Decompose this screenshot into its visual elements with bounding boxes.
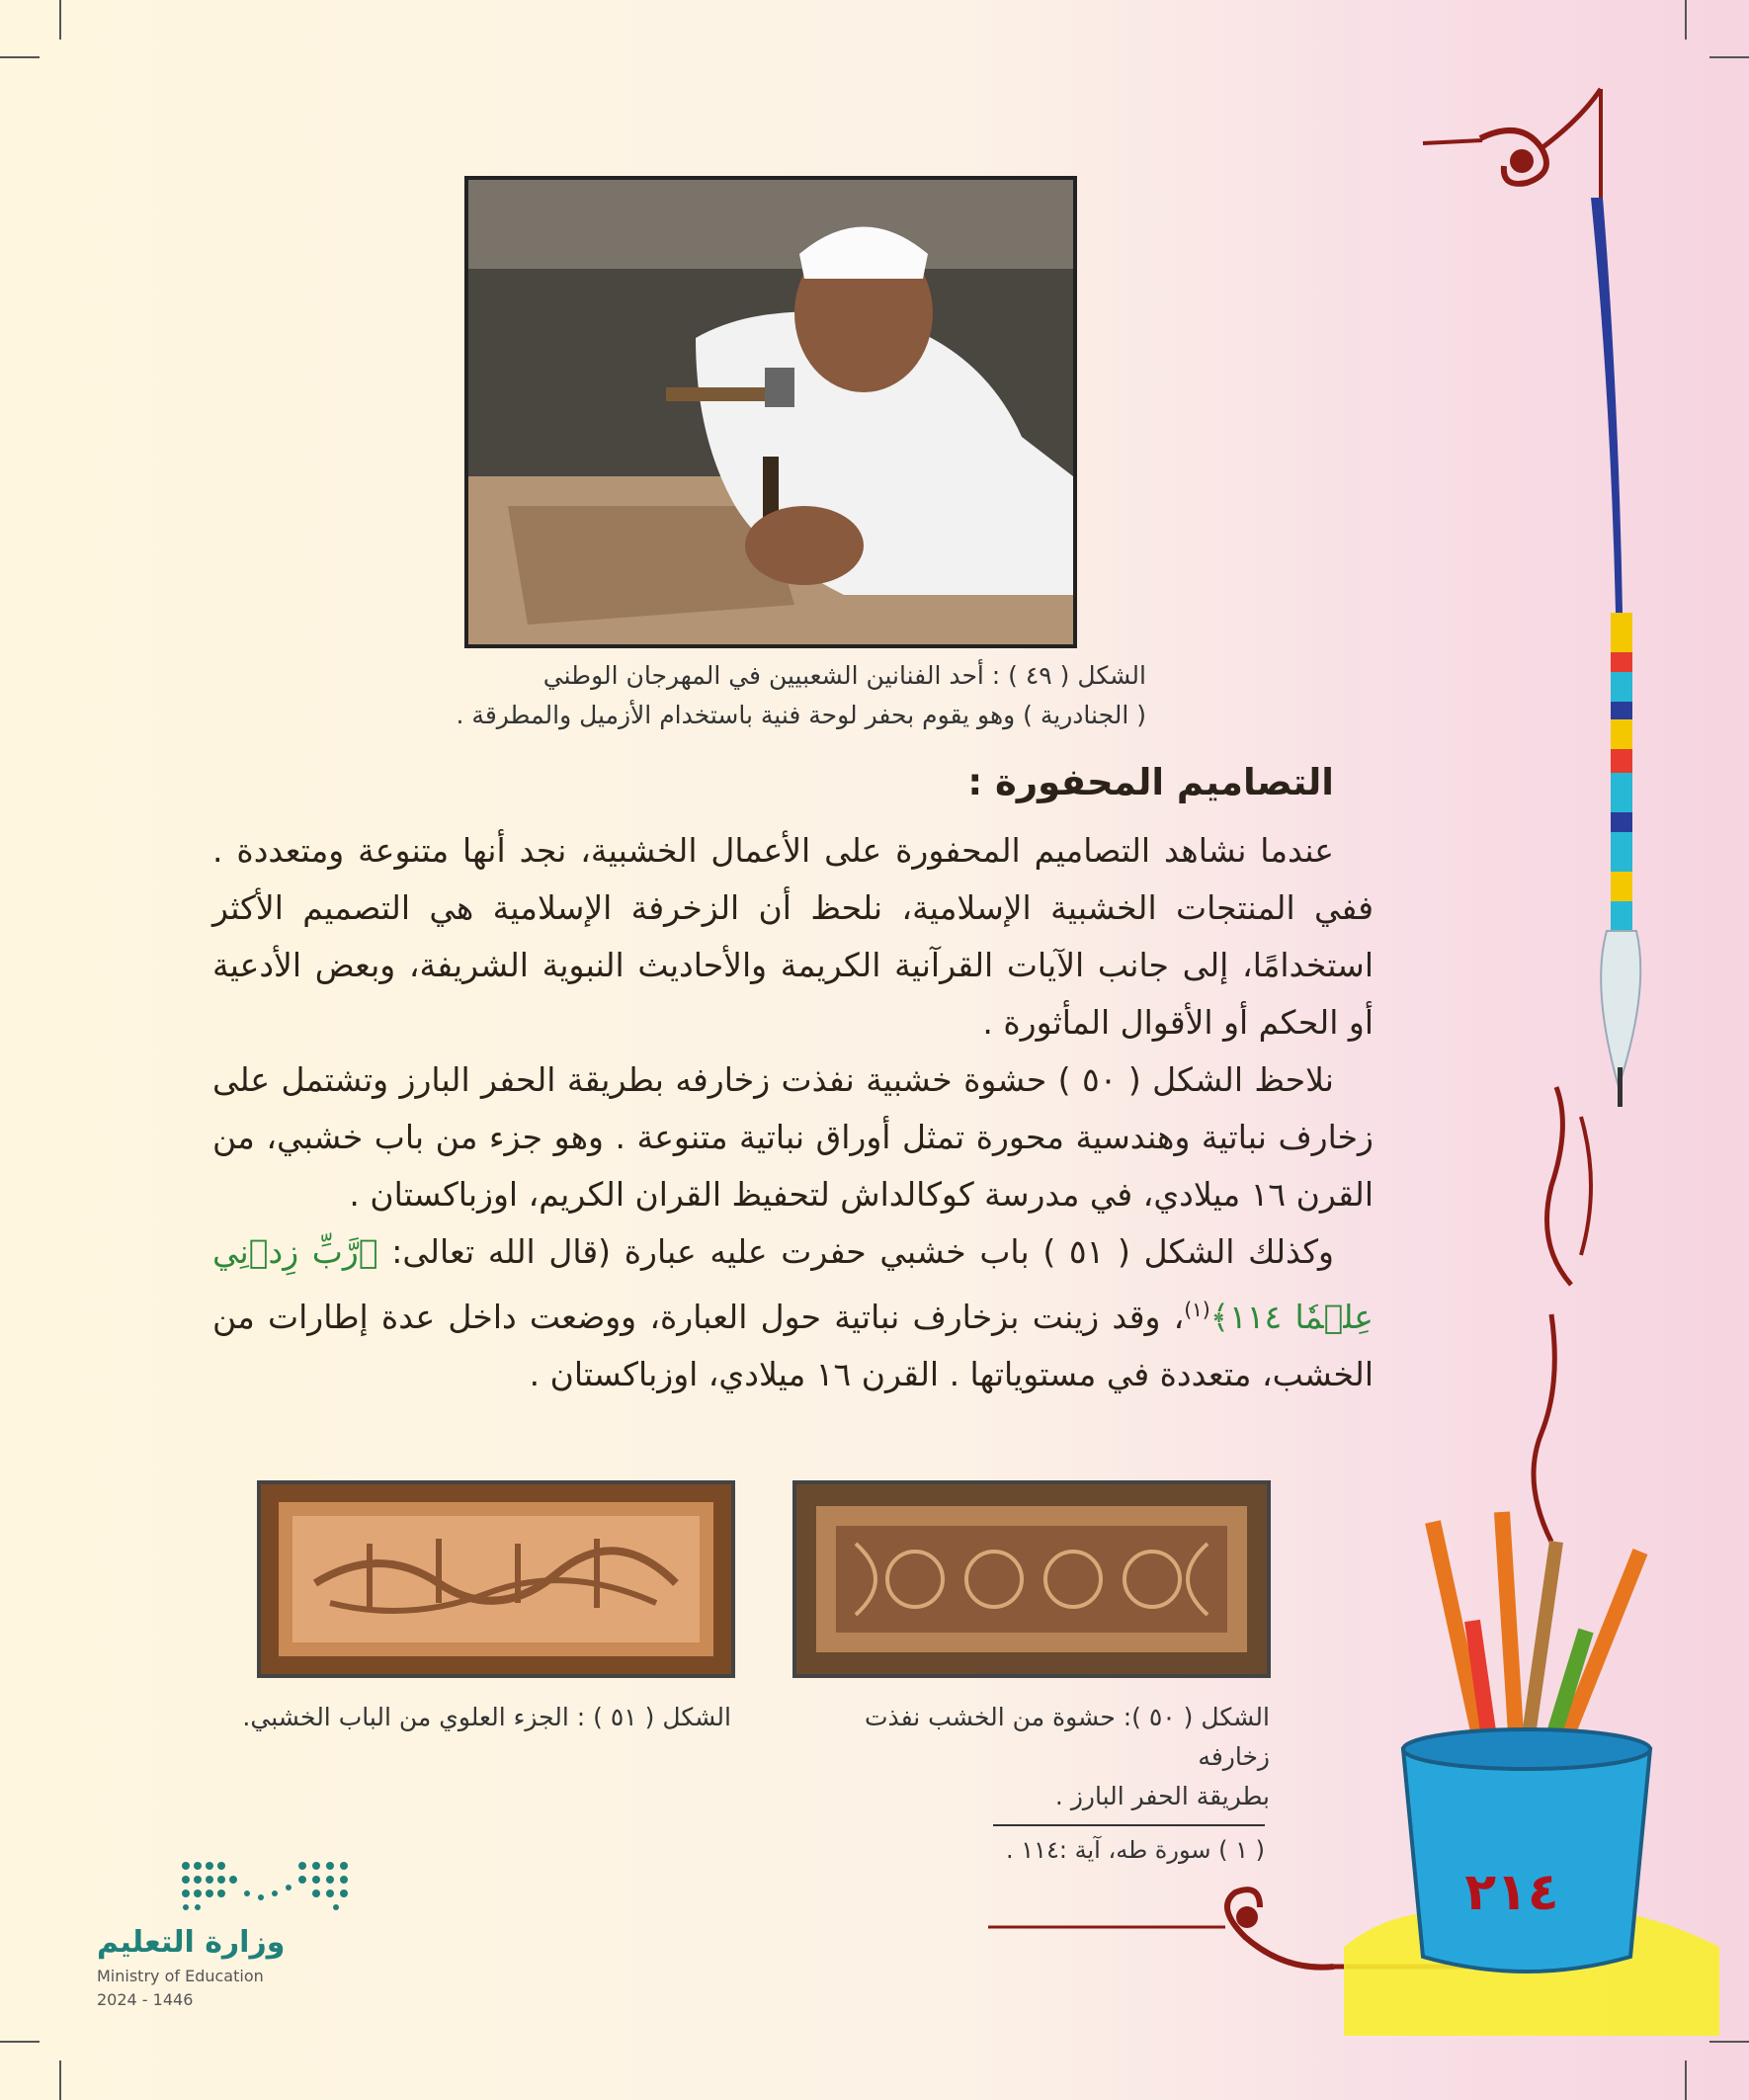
ministry-logo-english: Ministry of Education (97, 1967, 264, 1985)
figure-50-caption (791, 1698, 1270, 1816)
figure-49-caption (395, 656, 1146, 735)
figure-50-photo (792, 1480, 1271, 1678)
figure-51-caption: الشكل ( ٥١ ) : الجزء العلوي من الباب الخشبي. (242, 1703, 731, 1731)
section-heading: التصاميم المحفورة : (967, 761, 1334, 803)
pencil-cup-illustration (1344, 1482, 1719, 2036)
paragraph-3-end: ، وقد زينت بزخارف نباتية حول العبارة، ووضعت داخل عدة إطارات من الخشب، متعددة في مستوياتها . القرن ١٦ ميلادي، اوزباكستان . (212, 1298, 1374, 1393)
paragraph-3 (212, 1223, 1374, 1403)
quran-verse: ﴿رَّبِّ زِدۡنِي عِلۡمٗا ١١٤﴾ (212, 1232, 1374, 1336)
ministry-logo-dots (178, 1858, 356, 1913)
footnote-separator (993, 1824, 1265, 1826)
figure-49-caption-line2: ( الجنادرية ) وهو يقوم بحفر لوحة فنية باستخدام الأزميل والمطرقة . (456, 701, 1146, 729)
paragraph-2: نلاحظ الشكل ( ٥٠ ) حشوة خشبية نفذت زخارفه بطريقة الحفر البارز وتشتمل على زخارف نباتية وهندسية محورة تمثل أوراق نباتية متنوعة . وهو جزء من باب خشبي، من القرن ١٦ ميلادي، في مدرسة كوكالداش لتحفيظ القران الكريم، اوزباكستان . (212, 1060, 1374, 1214)
figure-50-caption-line1: الشكل ( ٥٠ ): حشوة من الخشب نفذت زخارفه (864, 1703, 1270, 1771)
footnote: ( ١ ) سورة طه، آية :١١٤ . (1005, 1836, 1265, 1864)
figure-50-caption-line2: بطريقة الحفر البارز . (1054, 1782, 1270, 1810)
paragraph-1: عندما نشاهد التصاميم المحفورة على الأعمال الخشبية، نجد أنها متنوعة ومتعددة . ففي المنتجات الخشبية الإسلامية، نلحظ أن الزخرفة الإسلامية هي التصميم الأكثر استخدامًا، إلى جانب الآيات القرآنية الكريمة والأحاديث النبوية الشريفة، وبعض الأدعية أو الحكم أو الأقوال المأثورة . (212, 831, 1374, 1042)
footnote-ref: (١) (1184, 1298, 1210, 1321)
figure-51-photo (257, 1480, 735, 1678)
carved-inscription-panel (261, 1484, 731, 1674)
figure-49-photo (464, 176, 1077, 648)
ministry-logo-arabic: وزارة التعليم (97, 1925, 286, 1960)
body-text (212, 822, 1374, 1403)
carver-photo-illustration (468, 180, 1073, 644)
page-number: ٢١٤ (1464, 1863, 1559, 1922)
paragraph-3-start: وكذلك الشكل ( ٥١ ) باب خشبي حفرت عليه عبارة (قال الله تعالى: (377, 1232, 1334, 1271)
paintbrush-illustration (1561, 198, 1660, 1107)
figure-49-caption-line1: الشكل ( ٤٩ ) : أحد الفنانين الشعبيين في المهرجان الوطني (542, 661, 1146, 690)
ministry-logo-year: 2024 - 1446 (97, 1990, 194, 2009)
carved-floral-panel (796, 1484, 1267, 1674)
